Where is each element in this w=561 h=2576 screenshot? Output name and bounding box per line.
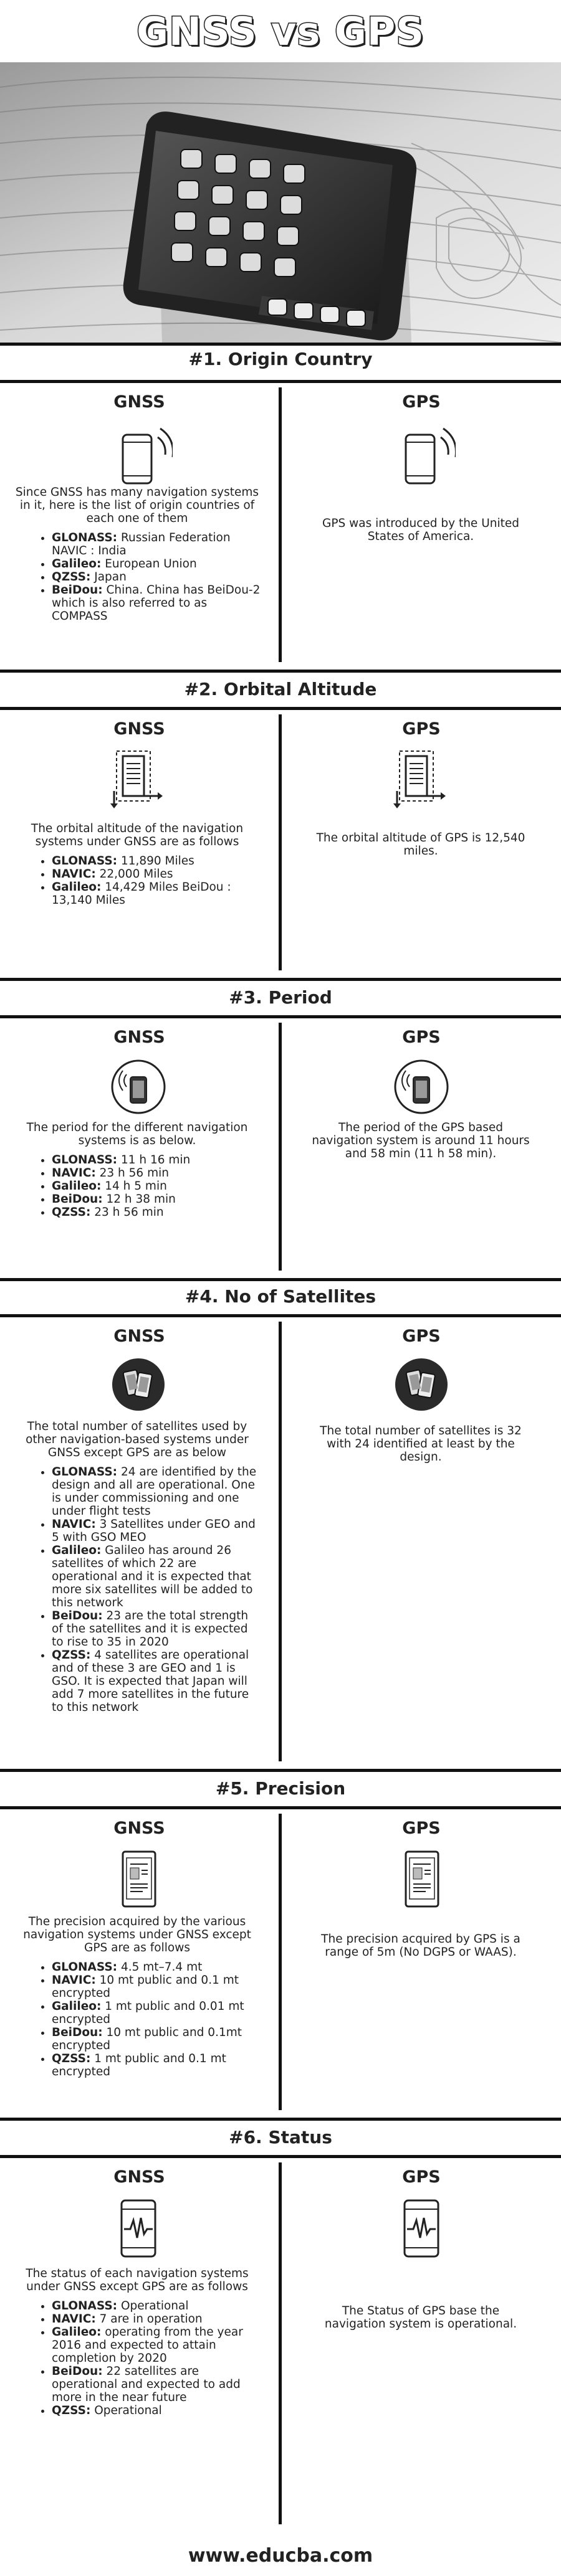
system-name: QZSS: [52,2404,91,2417]
gnss-list [41,855,262,907]
gnss-list [41,531,262,623]
system-detail: 24 are identified by the design and all are operational. One is under commissioning and one under flight tests [52,1466,257,1518]
list-item [52,2299,262,2313]
system-detail: 23 h 56 min [95,1167,169,1180]
system-name: BeiDou: [52,1193,103,1206]
list-item [52,2052,262,2078]
system-detail: 1 mt public and 0.01 mt encrypted [52,2000,244,2026]
column-divider [279,714,282,970]
list-item [52,855,262,868]
footer-website[interactable]: www.educba.com [188,2545,373,2567]
system-name: NAVIC: [52,1518,96,1531]
gps-description: The total number of satellites is 32 with 24 identified at least by the design. [320,1424,522,1464]
phone-pulse-icon [104,2195,173,2261]
section-divider [0,1278,561,1281]
system-name: BeiDou: [52,1609,103,1622]
gps-icon-wrap [387,424,456,489]
list-item [52,1518,262,1544]
section-heading: #6. Status [229,2127,332,2147]
system-name: GLONASS: [52,855,118,868]
gnss-description: The status of each navigation systems under GNSS except GPS are as follows [26,2267,249,2293]
section-divider [0,380,561,383]
list-item [52,557,262,571]
gps-description: The precision acquired by GPS is a range of 5m (No DGPS or WAAS). [321,1933,520,1959]
gnss-description: The orbital altitude of the navigation systems under GNSS are as follows [31,822,244,848]
column-divider [279,1322,282,1761]
system-name: Galileo: [52,881,102,894]
gnss-content [12,822,262,907]
gps-icon-wrap [387,747,456,813]
system-detail: 10 mt public and 0.1 mt encrypted [52,1974,239,2000]
system-detail: Operational [117,2299,189,2313]
section-heading: #5. Precision [215,1778,346,1799]
gps-column-heading: GPS [402,392,441,412]
system-name: GLONASS: [52,1961,118,1974]
column-divider [279,2162,282,2524]
column-divider [279,1023,282,1271]
gnss-column-heading: GNSS [113,1819,165,1838]
gps-column-heading: GPS [402,719,441,739]
phone-signal-icon [387,424,456,489]
system-detail: Japan [90,571,127,584]
system-name: QZSS: [52,1649,91,1662]
list-item [52,2365,262,2404]
gps-column-heading: GPS [402,1327,441,1346]
system-name: NAVIC: [52,1167,96,1180]
phone-circle-icon [387,1056,456,1121]
page-title: GNSS vs GPS [137,9,424,54]
system-detail: 14,429 Miles BeiDou : 13,140 Miles [52,881,231,907]
gnss-icon-wrap [104,747,173,813]
gps-description: The orbital altitude of GPS is 12,540 miles. [316,831,525,858]
system-detail: Galileo has around 26 satellites of which 22 are operational and it is expected that more six satellites will be added to this network [52,1544,253,1609]
system-detail: 10 mt public and 0.1mt encrypted [52,2026,242,2052]
list-item [52,2326,262,2365]
gnss-content [12,1915,262,2078]
section-divider [0,1314,561,1317]
section-divider [0,978,561,981]
system-detail: 23 h 56 min [90,1206,164,1219]
list-item [52,531,262,557]
gps-description: GPS was introduced by the United States of America. [322,517,519,543]
gnss-description: The period for the different navigation systems is as below. [26,1121,248,1147]
gnss-description: The precision acquired by the various navigation systems under GNSS except GPS are as follows [23,1915,251,1954]
list-item [52,2404,262,2417]
system-name: GLONASS: [52,2299,118,2313]
list-item [52,1466,262,1518]
phone-pulse-icon [387,2195,456,2261]
system-name: Galileo: [52,1180,102,1193]
system-name: GLONASS: [52,1466,118,1479]
gnss-column-heading: GNSS [113,1028,165,1047]
gps-description: The Status of GPS base the navigation system is operational. [324,2304,517,2331]
gnss-content [12,1121,262,1219]
list-item [52,571,262,584]
system-name: QZSS: [52,2052,91,2065]
system-name: BeiDou: [52,584,103,597]
system-name: Galileo: [52,2000,102,2013]
hero-smartphone-image [0,62,561,343]
system-name: QZSS: [52,571,91,584]
satellite-phones-icon [387,1355,456,1420]
system-name: GLONASS: [52,1153,118,1167]
system-detail: 22,000 Miles [95,868,173,881]
system-detail: 11,890 Miles [117,855,194,868]
gnss-icon-wrap [104,1847,173,1912]
gps-column-heading: GPS [402,2167,441,2187]
system-detail: operating from the year 2016 and expected to attain completion by 2020 [52,2326,243,2365]
document-orbit-icon [104,747,173,813]
phone-signal-icon [104,424,173,489]
gnss-icon-wrap [104,424,173,489]
list-item [52,881,262,907]
system-name: Galileo: [52,1544,102,1557]
list-item [52,1180,262,1193]
system-name: QZSS: [52,1206,91,1219]
list-item [52,1167,262,1180]
gnss-content [12,486,262,623]
system-detail: 3 Satellites under GEO and 5 with GSO MEO [52,1518,256,1544]
gnss-list [41,2299,262,2417]
gnss-icon-wrap [104,1056,173,1121]
section-divider [0,1015,561,1018]
title-banner [0,0,561,59]
system-detail: 23 are the total strength of the satellites and it is expected to rise to 35 in 2020 [52,1609,249,1649]
gnss-column-heading: GNSS [113,719,165,739]
gnss-description: The total number of satellites used by other navigation-based systems under GNSS except GPS are as below [26,1420,249,1459]
system-name: Galileo: [52,557,102,571]
section-heading: #4. No of Satellites [185,1286,376,1307]
list-item [52,1649,262,1714]
system-detail: 4 satellites are operational and of these 3 are GEO and 1 is GSO. It is expected that Japan will add 7 more satellites in the future to this network [52,1649,249,1714]
gnss-icon-wrap [104,2195,173,2261]
section-divider [0,707,561,710]
gps-description: The period of the GPS based navigation system is around 11 hours and 58 min (11 h 58 min). [312,1121,530,1160]
gnss-column-heading: GNSS [113,392,165,412]
system-name: NAVIC: [52,2313,96,2326]
gnss-content [12,1420,262,1714]
system-name: BeiDou: [52,2026,103,2039]
system-detail: Operational [90,2404,162,2417]
list-item [52,1961,262,1974]
gps-icon-wrap [387,2195,456,2261]
gnss-content [12,2267,262,2417]
system-name: NAVIC: [52,1974,96,1987]
list-item [52,1974,262,2000]
section-divider [0,343,561,346]
column-divider [279,1814,282,2110]
phone-circle-icon [104,1056,173,1121]
system-name: BeiDou: [52,2365,103,2378]
phone-illustration [123,111,416,340]
gps-icon-wrap [387,1056,456,1121]
list-item [52,1193,262,1206]
system-detail: 7 are in operation [95,2313,203,2326]
system-detail: 22 satellites are operational and expected to add more in the near future [52,2365,241,2404]
list-item [52,1609,262,1649]
system-name: Galileo: [52,2326,102,2339]
system-detail: 12 h 38 min [102,1193,176,1206]
system-detail: 14 h 5 min [101,1180,167,1193]
gnss-list [41,1153,262,1219]
list-item [52,1544,262,1609]
system-detail: 1 mt public and 0.1 mt encrypted [52,2052,226,2078]
list-item [52,584,262,623]
gps-icon-wrap [387,1847,456,1912]
system-name: GLONASS: [52,531,118,544]
list-item [52,868,262,881]
gnss-column-heading: GNSS [113,1327,165,1346]
satellite-phones-icon [104,1355,173,1420]
gnss-description: Since GNSS has many navigation systems in it, here is the list of origin countries of each one of them [15,486,259,525]
system-name: NAVIC: [52,868,96,881]
tablet-document-icon [104,1847,173,1912]
system-detail: 4.5 mt–7.4 mt [117,1961,203,1974]
section-divider [0,1806,561,1809]
section-heading: #2. Orbital Altitude [184,679,377,699]
section-divider [0,1769,561,1772]
gnss-list [41,1466,262,1714]
system-detail: China. China has BeiDou-2 which is also referred to as COMPASS [52,584,261,623]
column-divider [279,387,282,662]
gps-icon-wrap [387,1355,456,1420]
list-item [52,2313,262,2326]
section-divider [0,670,561,673]
tablet-document-icon [387,1847,456,1912]
gnss-list [41,1961,262,2078]
gnss-icon-wrap [104,1355,173,1420]
section-divider [0,2155,561,2158]
section-divider [0,2118,561,2121]
gnss-column-heading: GNSS [113,2167,165,2187]
system-detail: 11 h 16 min [117,1153,191,1167]
list-item [52,1206,262,1219]
section-heading: #1. Origin Country [188,349,373,369]
section-heading: #3. Period [229,987,332,1008]
gps-column-heading: GPS [402,1028,441,1047]
list-item [52,2000,262,2026]
list-item [52,1153,262,1167]
gps-column-heading: GPS [402,1819,441,1838]
system-detail: European Union [101,557,197,571]
system-detail: Russian Federation NAVIC : India [52,531,231,557]
document-orbit-icon [387,747,456,813]
list-item [52,2026,262,2052]
